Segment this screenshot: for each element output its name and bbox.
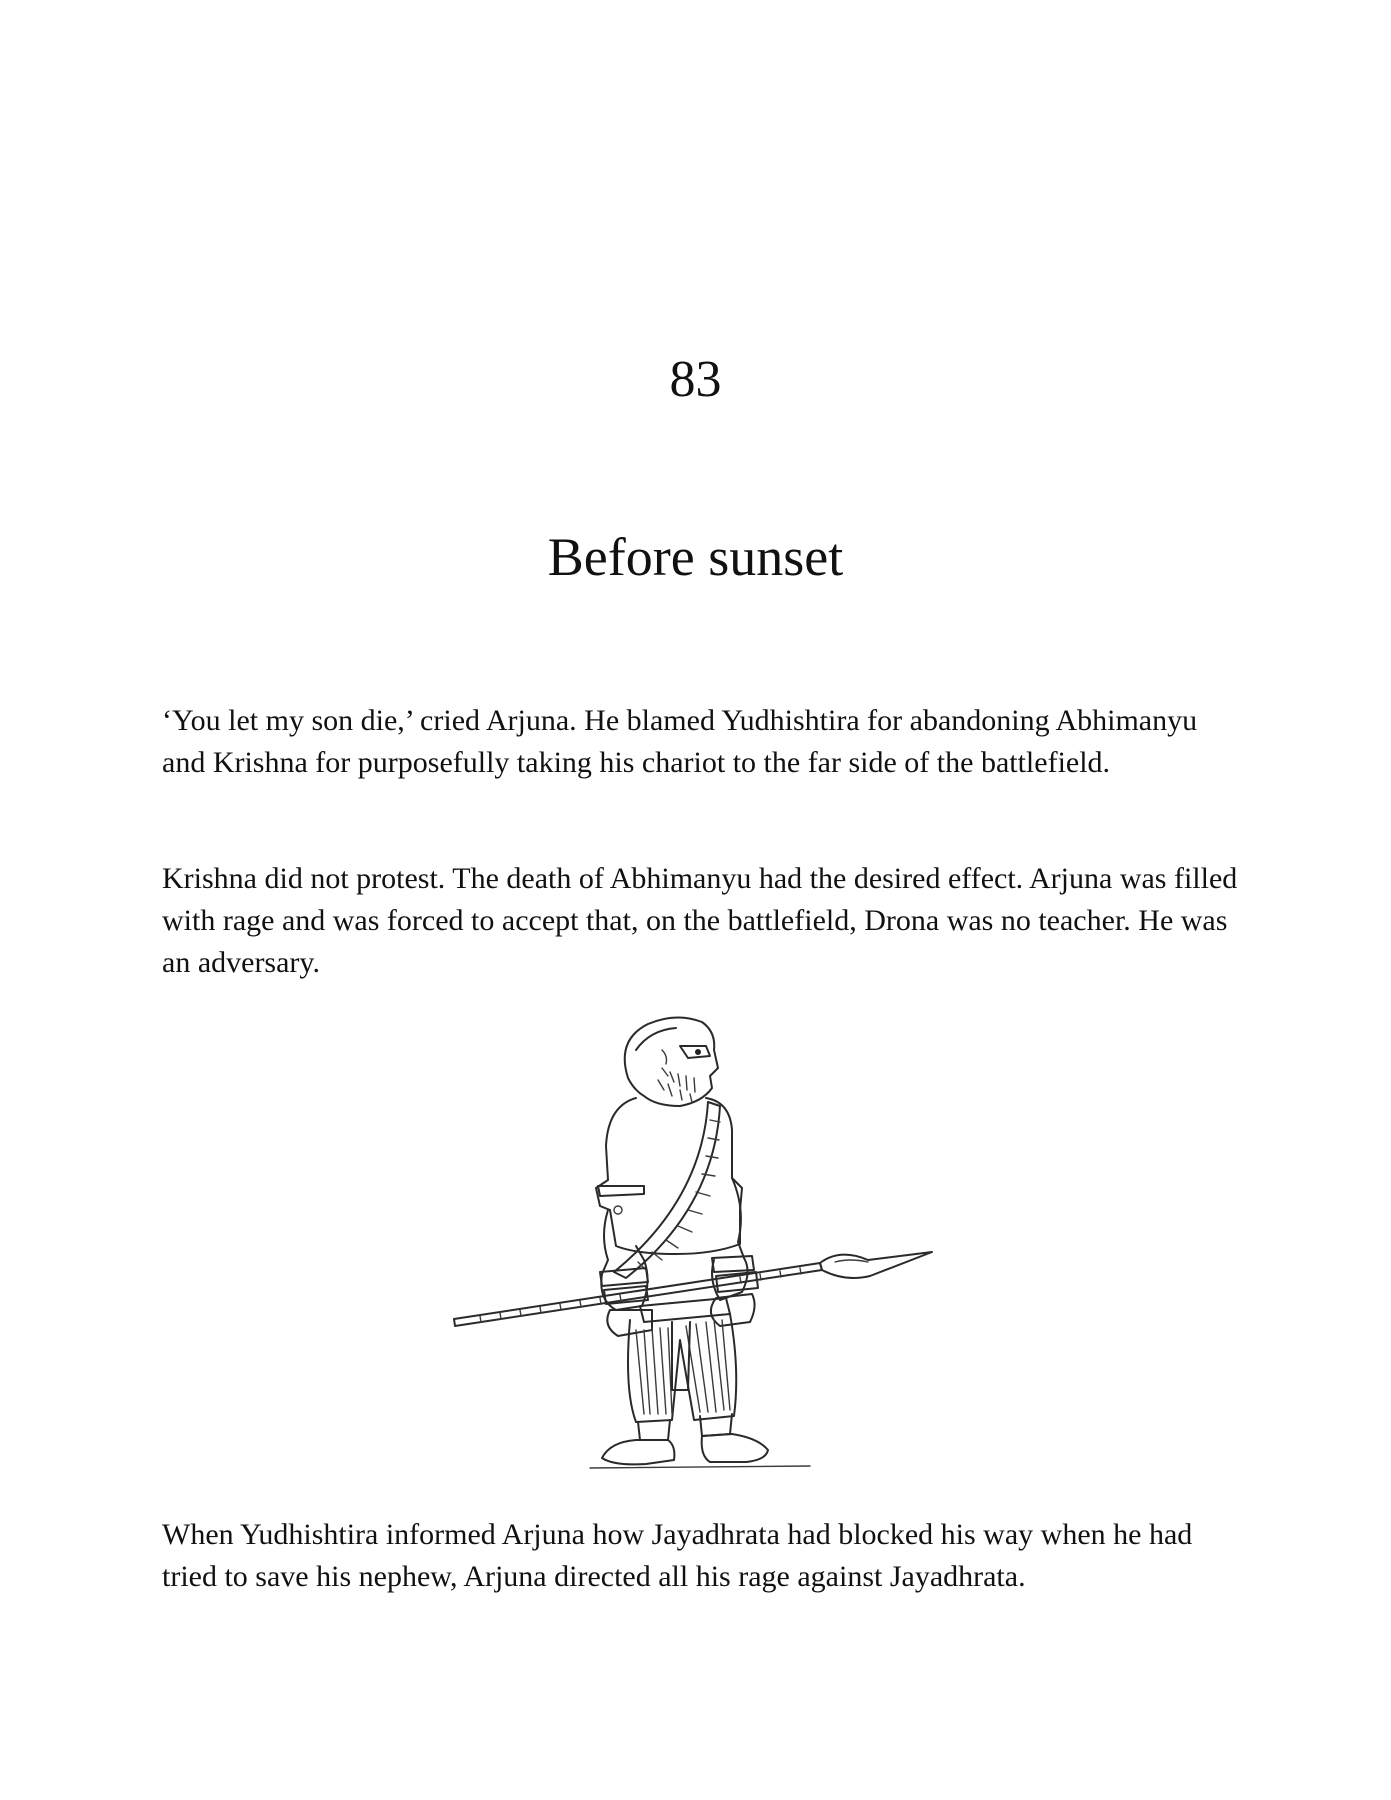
warrior-with-spear-icon	[440, 1010, 960, 1480]
paragraph-1: ‘You let my son die,’ cried Arjuna. He blamed Yudhishtira for abandoning Abhimanyu and Krishna for purposefully taking his chariot to the far side of the battlefield.	[162, 704, 1198, 779]
paragraph-3: When Yudhishtira informed Arjuna how Jayadhrata had blocked his way when he had tried to save his nephew, Arjuna directed all his rage against Jayadhrata.	[162, 1518, 1193, 1593]
head	[625, 1017, 718, 1106]
paragraph-2: Krishna did not protest. The death of Abhimanyu had the desired effect. Arjuna was filled with rage and was forced to accept that, on the battlefield, Drona was no teacher. He was an adversary.	[162, 862, 1238, 979]
chapter-title: Before sunset	[547, 527, 844, 587]
feet	[590, 1414, 810, 1468]
right-arm	[711, 1178, 758, 1326]
dhoti	[628, 1314, 736, 1422]
waist-band	[640, 1298, 730, 1322]
torso	[596, 1098, 742, 1278]
warrior-illustration	[440, 1010, 960, 1480]
chapter-number: 83	[669, 351, 722, 408]
left-arm	[600, 1210, 652, 1336]
spear	[454, 1252, 932, 1326]
